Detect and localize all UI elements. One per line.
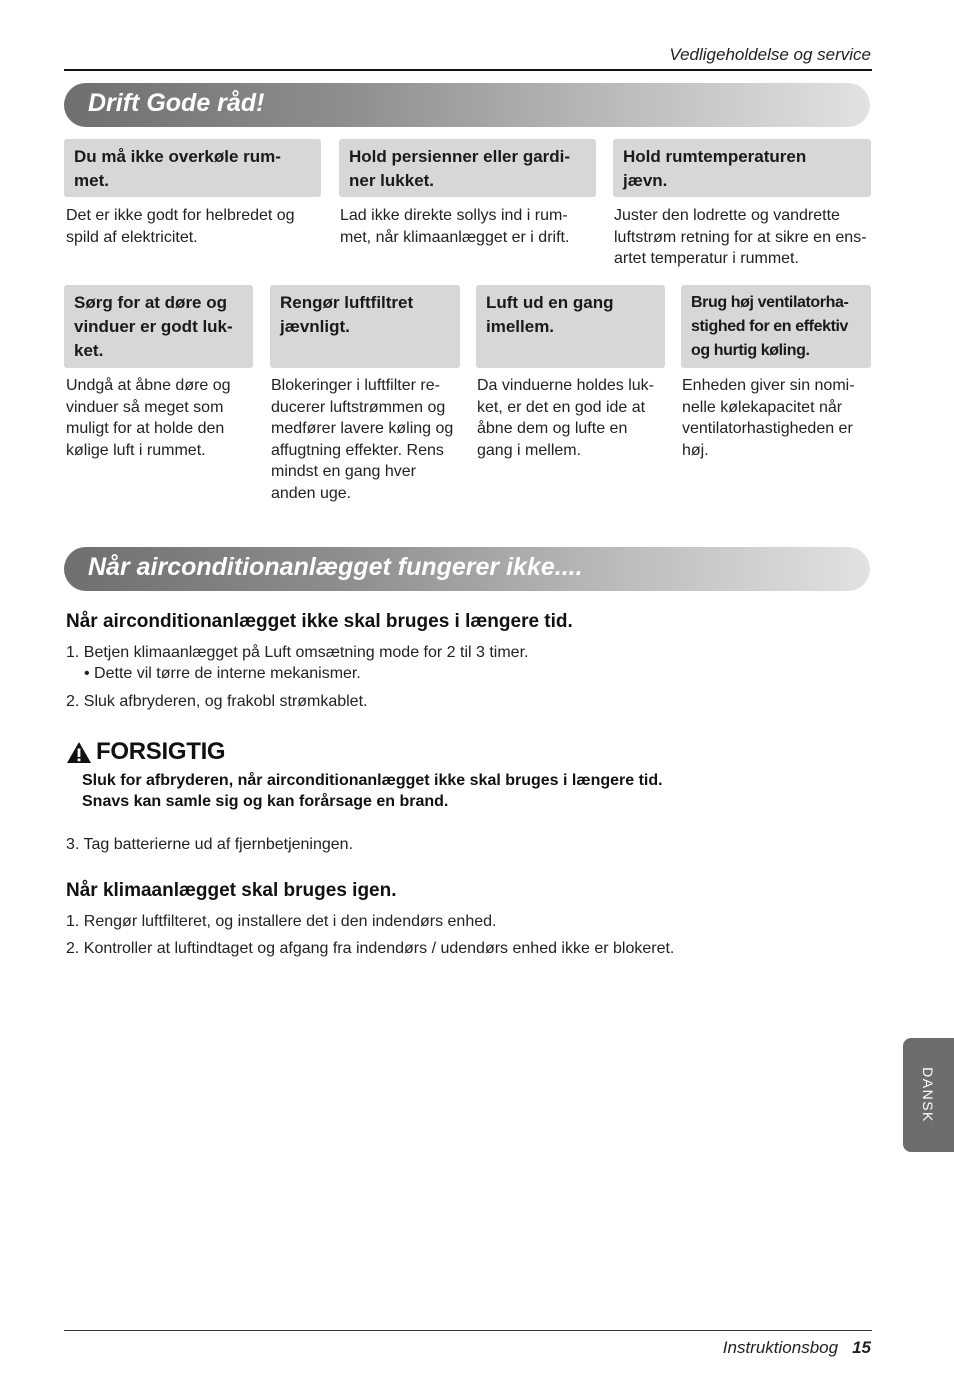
section-banner-tips	[64, 83, 870, 127]
tip-text-line: muligt for at holde den	[66, 420, 225, 437]
tip-heading	[270, 285, 460, 368]
tip-heading-line: Luft ud en gang	[486, 293, 614, 312]
tip-text	[66, 205, 321, 248]
section-banner-troubleshooting	[64, 547, 870, 591]
page-number: 15	[852, 1338, 871, 1357]
subsection-heading: Når airconditionanlægget ikke skal bruges i længere tid.	[66, 611, 573, 632]
footer-divider	[64, 1330, 872, 1331]
tip-text-line: Blokeringer i luftfilter re-	[271, 377, 440, 394]
step-item: 1. Betjen klimaanlægget på Luft omsætning mode for 2 til 3 timer.	[66, 644, 529, 661]
tip-heading-line: stighed for en effektiv	[691, 318, 849, 335]
tip-heading	[64, 285, 253, 368]
tip-text-line: kølige luft i rummet.	[66, 441, 206, 459]
step-bullet: • Dette vil tørre de interne mekanismer.	[84, 665, 361, 682]
tip-text-line: nelle kølekapacitet når	[682, 398, 843, 416]
step-item: 3. Tag batterierne ud af fjernbetjeningen.	[66, 836, 354, 853]
tip-heading-line: ner lukket.	[349, 171, 435, 190]
tip-text	[66, 375, 256, 461]
tip-heading-line: imellem.	[486, 317, 555, 336]
tip-text-line: Lad ikke direkte sollys ind i rum-	[340, 207, 568, 224]
tip-heading	[476, 285, 665, 368]
section-title: Drift Gode råd!	[88, 89, 265, 117]
tip-text-line: artet temperatur i rummet.	[614, 250, 799, 267]
tip-text-line: Det er ikke godt for helbredet og	[66, 207, 295, 224]
tip-text-line: mindst en gang hver	[271, 463, 416, 480]
tip-heading-line: Brug høj ventilatorha-	[691, 294, 849, 311]
tip-text-line: Undgå at åbne døre og	[66, 377, 231, 394]
tip-heading	[613, 139, 871, 197]
tip-heading-line: og hurtig køling.	[691, 342, 810, 359]
tip-text	[477, 375, 667, 461]
header-divider	[64, 69, 872, 71]
section-title: Når airconditionanlægget fungerer ikke....	[88, 553, 583, 581]
tip-text-line: medfører lavere køling og	[271, 420, 454, 437]
tip-text-line: vinduer så meget som	[66, 398, 224, 416]
tip-text	[271, 375, 463, 504]
footer	[723, 1338, 871, 1358]
tip-heading	[64, 139, 321, 197]
section-header: Vedligeholdelse og service	[669, 45, 871, 64]
tip-text-line: gang i mellem.	[477, 441, 582, 459]
tip-heading-line: Sørg for at døre og	[74, 293, 227, 312]
tip-text-line: met, når klimaanlægget er i drift.	[340, 228, 570, 246]
tip-text	[614, 205, 872, 270]
tip-heading-line: Hold persienner eller gardi-	[349, 147, 571, 166]
tip-text-line: Da vinduerne holdes luk-	[477, 377, 654, 394]
subsection-heading: Når klimaanlægget skal bruges igen.	[66, 880, 397, 901]
tip-text-line: ducerer luftstrømmen og	[271, 398, 446, 416]
tip-text-line: anden uge.	[271, 484, 352, 502]
tip-heading-line: Hold rumtemperaturen	[623, 147, 807, 166]
step-item: 2. Kontroller at luftindtaget og afgang fra indendørs / udendørs enhed ikke er blokeret.	[66, 940, 675, 957]
tip-heading-line: Du må ikke overkøle rum-	[74, 147, 281, 166]
warning-text: Sluk for afbryderen, når airconditionanlægget ikke skal bruges i længere tid.	[82, 772, 663, 789]
footer-label: Instruktionsbog	[722, 1338, 839, 1357]
tip-heading-line: Rengør luftfiltret	[280, 293, 414, 312]
step-item: 2. Sluk afbryderen, og frakobl strømkablet.	[66, 693, 368, 710]
tip-text-line: Enheden giver sin nomi-	[682, 377, 855, 394]
tip-heading-line: ket.	[74, 341, 104, 360]
language-tab-label: DANSK	[920, 1067, 936, 1123]
step-item: 1. Rengør luftfilteret, og installere det i den indendørs enhed.	[66, 913, 497, 930]
language-tab	[903, 1038, 954, 1152]
tip-text	[340, 205, 596, 248]
tip-text-line: spild af elektricitet.	[66, 228, 198, 246]
tip-text-line: Juster den lodrette og vandrette	[614, 207, 840, 224]
warning-text: Snavs kan samle sig og kan forårsage en brand.	[82, 793, 449, 810]
tip-text	[682, 375, 874, 461]
tip-text-line: ket, er det en god ide at	[477, 398, 646, 416]
tip-heading-line: jævnligt.	[280, 317, 350, 336]
warning-triangle-icon	[66, 741, 92, 764]
warning-label: FORSIGTIG	[96, 738, 226, 765]
tip-text-line: åbne dem og lufte en	[477, 420, 628, 437]
tip-text-line: luftstrøm retning for at sikre en ens-	[614, 228, 867, 246]
tip-heading	[339, 139, 596, 197]
tip-heading-line: jævn.	[623, 171, 668, 190]
tip-text-line: affugtning effekter. Rens	[271, 441, 444, 459]
tip-heading-line: met.	[74, 171, 109, 190]
tip-text-line: ventilatorhastigheden er	[682, 420, 853, 437]
tip-heading	[681, 285, 871, 368]
tip-text-line: høj.	[682, 441, 709, 459]
warning-heading	[66, 737, 225, 767]
tip-heading-line: vinduer er godt luk-	[74, 317, 233, 336]
